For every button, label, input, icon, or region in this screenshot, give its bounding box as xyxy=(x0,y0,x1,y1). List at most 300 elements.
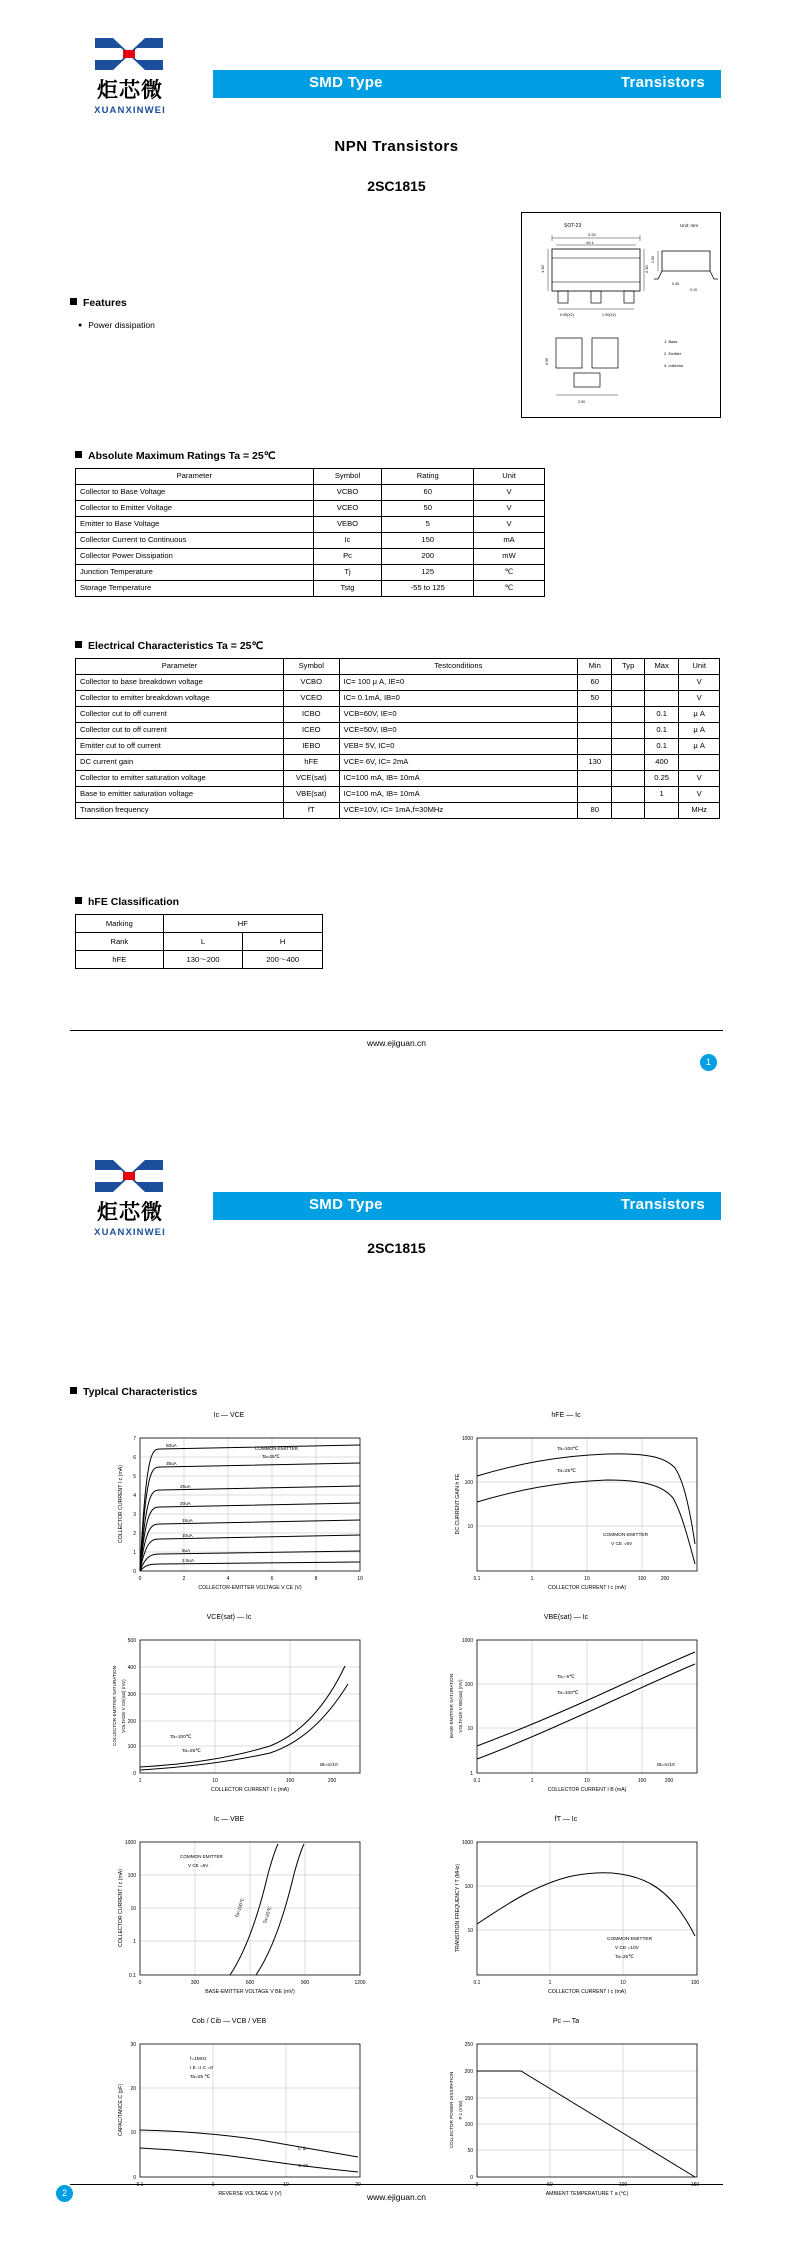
cell-min: 80 xyxy=(577,803,611,819)
cell-parameter: Transition frequency xyxy=(76,803,284,819)
features-section xyxy=(70,297,155,330)
svg-text:150: 150 xyxy=(690,2182,700,2188)
svg-text:Ta=100℃: Ta=100℃ xyxy=(234,1897,246,1919)
svg-text:100: 100 xyxy=(127,1873,136,1879)
hfe-section xyxy=(75,896,323,969)
chart-title: Pc — Ta xyxy=(552,2018,580,2025)
svg-text:3. collector: 3. collector xyxy=(664,363,684,368)
table-row xyxy=(76,951,323,969)
svg-text:100: 100 xyxy=(637,1576,647,1582)
svg-text:C ib: C ib xyxy=(298,2147,307,2152)
cell-conditions: IC= 100 μ A, IE=0 xyxy=(339,675,577,691)
svg-text:100: 100 xyxy=(464,1682,473,1688)
svg-text:COMMON-EMITTER: COMMON-EMITTER xyxy=(255,1446,299,1451)
cell-parameter: Collector cut to off current xyxy=(76,707,284,723)
svg-text:20: 20 xyxy=(130,2086,136,2092)
table-row xyxy=(76,787,720,803)
svg-text:TRANSITION FREQUENCY f T (: TRANSITION FREQUENCY f T (MHz) xyxy=(455,1863,461,1953)
svg-text:200: 200 xyxy=(660,1576,670,1582)
cell-min: 50 xyxy=(577,691,611,707)
svg-text:3: 3 xyxy=(133,1512,136,1518)
cell-unit: V xyxy=(679,771,720,787)
table-row xyxy=(76,533,545,549)
logo-chinese-name: 炬芯微 xyxy=(97,78,163,102)
svg-text:1: 1 xyxy=(211,2182,215,2188)
cell-hfe-h: 200～400 xyxy=(243,951,323,969)
svg-text:300: 300 xyxy=(190,1980,200,1986)
cell-parameter: Collector to emitter breakdown voltage xyxy=(76,691,284,707)
table-row xyxy=(76,485,545,501)
doc-part-number: 2SC1815 xyxy=(367,1240,426,1256)
svg-text:BASE-EMITTER SATURATION: BASE-EMITTER SATURATION xyxy=(449,1673,454,1739)
logo-mark-icon xyxy=(93,36,167,72)
svg-text:6: 6 xyxy=(270,1576,274,1582)
cell-unit xyxy=(679,755,720,771)
cell-unit: V xyxy=(679,787,720,803)
chart-ic-vbe xyxy=(70,1816,388,1996)
svg-text:0.1: 0.1 xyxy=(129,1973,136,1979)
page-2 xyxy=(0,1122,793,2244)
svg-text:2: 2 xyxy=(182,1576,186,1582)
svg-text:2.40: 2.40 xyxy=(644,265,649,273)
svg-text:15uA: 15uA xyxy=(182,1518,193,1523)
cell-unit: μ A xyxy=(679,707,720,723)
svg-text:900: 900 xyxy=(300,1980,310,1986)
chart-title: VBE(sat) — Ic xyxy=(543,1614,589,1621)
svg-text:Ta=-5℃: Ta=-5℃ xyxy=(557,1675,575,1680)
svg-text:BASE-EMITTER VOLTAGE V BE: BASE-EMITTER VOLTAGE V BE (mV) xyxy=(205,1989,295,1995)
cell-unit: MHz xyxy=(679,803,720,819)
table-row xyxy=(76,517,545,533)
cell-conditions: IC=100 mA, IB= 10mA xyxy=(339,771,577,787)
svg-text:0: 0 xyxy=(470,2175,473,2181)
table-row xyxy=(76,581,545,597)
cell-max: 1 xyxy=(644,787,678,803)
svg-text:5uA: 5uA xyxy=(182,1548,191,1553)
svg-text:0.1: 0.1 xyxy=(473,1980,481,1986)
col-rating: Rating xyxy=(382,469,474,485)
svg-text:100: 100 xyxy=(618,2182,628,2188)
svg-text:10: 10 xyxy=(467,1928,473,1934)
svg-text:200: 200 xyxy=(327,1778,337,1784)
cell-parameter: DC current gain xyxy=(76,755,284,771)
svg-text:1000: 1000 xyxy=(124,1840,136,1846)
svg-text:50: 50 xyxy=(467,2148,473,2154)
cell-unit: mW xyxy=(474,549,545,565)
svg-text:6: 6 xyxy=(133,1455,136,1461)
col-parameter: Parameter xyxy=(76,659,284,675)
svg-text:Ta=25℃: Ta=25℃ xyxy=(615,1955,634,1960)
svg-text:10: 10 xyxy=(130,1906,136,1912)
package-drawing xyxy=(521,212,721,418)
cell-parameter: Emitter cut to off current xyxy=(76,739,284,755)
cell-conditions: VEB= 5V, IC=0 xyxy=(339,739,577,755)
cell-max xyxy=(644,803,678,819)
absolute-max-heading: Absolute Maximum Ratings Ta = 25℃ xyxy=(75,450,545,462)
cell-parameter: Collector to Base Voltage xyxy=(76,485,314,501)
svg-text:P c (mW): P c (mW) xyxy=(458,2100,463,2120)
cell-symbol: VCBO xyxy=(283,675,339,691)
cell-min xyxy=(577,723,611,739)
svg-text:100: 100 xyxy=(464,2122,473,2128)
svg-text:V CE =6V: V CE =6V xyxy=(611,1542,633,1547)
svg-text:I E =I C =0: I E =I C =0 xyxy=(190,2066,213,2071)
cell-rating: 125 xyxy=(382,565,474,581)
cell-unit: V xyxy=(679,691,720,707)
absolute-max-section xyxy=(75,450,545,597)
header-banner xyxy=(213,70,721,98)
svg-text:DC CURRENT GAIN h FE: DC CURRENT GAIN h FE xyxy=(455,1473,461,1535)
cell-unit: ℃ xyxy=(474,581,545,597)
cell-hf-group: HF xyxy=(163,915,322,933)
svg-text:0: 0 xyxy=(475,2182,479,2188)
cell-conditions: VCB=60V, IE=0 xyxy=(339,707,577,723)
hfe-heading: hFE Classification xyxy=(75,896,323,908)
svg-text:COLLECTOR CURRENT I c (mA): COLLECTOR CURRENT I c (mA) xyxy=(548,1585,626,1591)
svg-text:IB=Ic/10: IB=Ic/10 xyxy=(320,1763,338,1768)
svg-text:1: 1 xyxy=(548,1980,552,1986)
col-unit: Unit xyxy=(679,659,720,675)
chart-vbesat-ic xyxy=(407,1614,725,1794)
svg-text:30: 30 xyxy=(130,2042,136,2048)
typical-characteristics-heading: TypIcal Characteristics xyxy=(70,1386,197,1398)
cell-typ xyxy=(612,739,644,755)
chart-row-1 xyxy=(70,1412,725,1592)
svg-text:Ta=25℃: Ta=25℃ xyxy=(262,1905,273,1925)
svg-text:2.00: 2.00 xyxy=(578,400,585,404)
svg-text:100: 100 xyxy=(285,1778,295,1784)
svg-text:1000: 1000 xyxy=(461,1840,473,1846)
table-row xyxy=(76,739,720,755)
cell-symbol: hFE xyxy=(283,755,339,771)
cell-conditions: VCE=10V, IC= 1mA,f=30MHz xyxy=(339,803,577,819)
svg-text:1200: 1200 xyxy=(354,1980,366,1986)
cell-max: 0.1 xyxy=(644,723,678,739)
chart-title: Cob / Cib — VCB / VEB xyxy=(191,2018,267,2025)
cell-conditions: VCE= 6V, IC= 2mA xyxy=(339,755,577,771)
cell-typ xyxy=(612,707,644,723)
svg-text:CAPACITANCE C (pF): CAPACITANCE C (pF) xyxy=(118,2083,124,2137)
cell-conditions: IC=100 mA, IB= 10mA xyxy=(339,787,577,803)
chart-ic-vce xyxy=(70,1412,388,1592)
svg-text:20: 20 xyxy=(355,2182,361,2188)
svg-text:±0.1: ±0.1 xyxy=(586,240,594,245)
svg-text:150: 150 xyxy=(464,2096,473,2102)
col-symbol: Symbol xyxy=(313,469,382,485)
svg-text:1000: 1000 xyxy=(461,1436,473,1442)
svg-text:Ta=100℃: Ta=100℃ xyxy=(557,1447,579,1452)
table-header-row xyxy=(76,469,545,485)
svg-text:0.1: 0.1 xyxy=(136,2182,144,2188)
cell-symbol: Pc xyxy=(313,549,382,565)
cell-symbol: Tstg xyxy=(313,581,382,597)
table-header-row xyxy=(76,659,720,675)
cell-max xyxy=(644,691,678,707)
electrical-table xyxy=(75,658,720,819)
svg-text:COMMON EMITTER: COMMON EMITTER xyxy=(180,1854,223,1859)
svg-text:VOLTAGE V CE(sat) (mV): VOLTAGE V CE(sat) (mV) xyxy=(121,1679,126,1733)
svg-text:10: 10 xyxy=(467,1726,473,1732)
svg-text:1: 1 xyxy=(470,1771,473,1777)
cell-symbol: VCBO xyxy=(313,485,382,501)
cell-typ xyxy=(612,803,644,819)
svg-text:4: 4 xyxy=(133,1493,136,1499)
svg-text:1: 1 xyxy=(133,1550,136,1556)
cell-symbol: Tj xyxy=(313,565,382,581)
table-row xyxy=(76,723,720,739)
svg-text:200: 200 xyxy=(464,2069,473,2075)
svg-text:0.45: 0.45 xyxy=(672,282,679,286)
table-row xyxy=(76,755,720,771)
svg-text:COLLECTOR-EMITTER VOLTAGE V C: COLLECTOR-EMITTER VOLTAGE V CE (V) xyxy=(198,1585,302,1591)
svg-text:COLLECTOR CURRENT I c (mA): COLLECTOR CURRENT I c (mA) xyxy=(548,1989,626,1995)
svg-text:4: 4 xyxy=(226,1576,230,1582)
svg-text:VOLTAGE V BE(sat) (mV): VOLTAGE V BE(sat) (mV) xyxy=(458,1679,463,1733)
svg-text:100: 100 xyxy=(690,1980,700,1986)
chart-row-2 xyxy=(70,1614,725,1794)
svg-text:Ta=100℃: Ta=100℃ xyxy=(557,1691,579,1696)
chart-capacitance-voltage xyxy=(70,2018,388,2198)
cell-parameter: Collector cut to off current xyxy=(76,723,284,739)
svg-text:COLLECTOR CURRENT I c (mA): COLLECTOR CURRENT I c (mA) xyxy=(118,1465,124,1543)
table-row xyxy=(76,675,720,691)
cell-typ xyxy=(612,787,644,803)
cell-typ xyxy=(612,691,644,707)
hfe-table xyxy=(75,914,323,969)
svg-text:10: 10 xyxy=(584,1576,590,1582)
cell-min xyxy=(577,707,611,723)
cell-unit: ℃ xyxy=(474,565,545,581)
col-parameter: Parameter xyxy=(76,469,314,485)
cell-parameter: Collector to Emitter Voltage xyxy=(76,501,314,517)
svg-text:100: 100 xyxy=(127,1744,136,1750)
svg-text:20uA: 20uA xyxy=(180,1501,191,1506)
svg-text:SOT-23: SOT-23 xyxy=(564,223,582,229)
chart-title: fT — Ic xyxy=(554,1816,578,1823)
footer-divider xyxy=(70,2184,723,2185)
chart-row-3 xyxy=(70,1816,725,1996)
cell-max: 0.1 xyxy=(644,707,678,723)
cell-min: 60 xyxy=(577,675,611,691)
svg-text:10: 10 xyxy=(620,1980,626,1986)
logo-english-name: XUANXINWEI xyxy=(94,1227,166,1238)
svg-text:10: 10 xyxy=(130,2130,136,2136)
svg-text:1: 1 xyxy=(530,1576,534,1582)
chart-hfe-ic xyxy=(407,1412,725,1592)
cell-unit: V xyxy=(679,675,720,691)
svg-text:0: 0 xyxy=(133,1569,136,1575)
header-type-label: SMD Type xyxy=(309,74,383,91)
cell-symbol: ICEO xyxy=(283,723,339,739)
company-logo xyxy=(70,36,190,116)
svg-text:COLLECTOR CURRENT I c (mA): COLLECTOR CURRENT I c (mA) xyxy=(118,1869,124,1947)
cell-rating: 150 xyxy=(382,533,474,549)
table-row xyxy=(76,549,545,565)
svg-text:10: 10 xyxy=(357,1576,363,1582)
cell-rank-l: L xyxy=(163,933,243,951)
logo-english-name: XUANXINWEI xyxy=(94,105,166,116)
svg-text:600: 600 xyxy=(245,1980,255,1986)
svg-text:1.90(X2): 1.90(X2) xyxy=(602,313,616,317)
chart-ft-ic xyxy=(407,1816,725,1996)
footer-url[interactable]: www.ejiguan.cn xyxy=(366,1038,427,1048)
svg-text:200: 200 xyxy=(127,1719,136,1725)
svg-text:0: 0 xyxy=(133,1771,136,1777)
svg-text:500: 500 xyxy=(127,1638,136,1644)
svg-text:COMMON-EMITTER: COMMON-EMITTER xyxy=(607,1937,653,1942)
electrical-section xyxy=(75,640,720,819)
page-header xyxy=(0,0,793,120)
cell-parameter: Collector Power Dissipation xyxy=(76,549,314,565)
svg-text:Ta=25℃: Ta=25℃ xyxy=(182,1749,201,1754)
cell-conditions: IC= 0.1mA, IB=0 xyxy=(339,691,577,707)
svg-text:C ob: C ob xyxy=(298,2164,309,2169)
svg-text:0: 0 xyxy=(138,1576,142,1582)
chart-title: Ic — VBE xyxy=(213,1816,245,1823)
feature-item: ● Power dissipation xyxy=(78,320,155,330)
page-header xyxy=(0,1122,793,1242)
svg-text:25uA: 25uA xyxy=(180,1484,191,1489)
cell-symbol: VEBO xyxy=(313,517,382,533)
header-banner xyxy=(213,1192,721,1220)
cell-symbol: ICBO xyxy=(283,707,339,723)
col-min: Min xyxy=(577,659,611,675)
cell-max: 0.1 xyxy=(644,739,678,755)
cell-rating: 60 xyxy=(382,485,474,501)
table-row xyxy=(76,771,720,787)
page-number-badge: 2 xyxy=(56,2185,73,2202)
footer-url[interactable]: www.ejiguan.cn xyxy=(366,2192,427,2202)
cell-symbol: Ic xyxy=(313,533,382,549)
svg-text:0.55: 0.55 xyxy=(545,358,549,365)
chart-title: VCE(sat) — Ic xyxy=(206,1614,252,1621)
svg-text:200: 200 xyxy=(664,1778,674,1784)
cell-max: 0.25 xyxy=(644,771,678,787)
cell-rating: 200 xyxy=(382,549,474,565)
company-logo xyxy=(70,1158,190,1238)
svg-text:0: 0 xyxy=(133,2175,136,2181)
cell-parameter: Emitter to Base Voltage xyxy=(76,517,314,533)
svg-text:50: 50 xyxy=(547,2182,553,2188)
svg-text:COLLECTOR CURRENT I c (mA): COLLECTOR CURRENT I c (mA) xyxy=(211,1787,289,1793)
doc-part-number: 2SC1815 xyxy=(367,178,426,194)
svg-text:10uA: 10uA xyxy=(182,1533,193,1538)
cell-parameter: Junction Temperature xyxy=(76,565,314,581)
svg-text:V CE =10V: V CE =10V xyxy=(615,1946,639,1951)
cell-rating: 50 xyxy=(382,501,474,517)
chart-title: Ic — VCE xyxy=(213,1412,245,1419)
cell-unit: μ A xyxy=(679,723,720,739)
svg-text:2.5uA: 2.5uA xyxy=(182,1558,195,1563)
svg-text:50uA: 50uA xyxy=(166,1443,177,1448)
cell-symbol: VBE(sat) xyxy=(283,787,339,803)
svg-text:1: 1 xyxy=(138,1778,142,1784)
logo-chinese-name: 炬芯微 xyxy=(97,1200,163,1224)
table-row xyxy=(76,915,323,933)
cell-parameter: Base to emitter saturation voltage xyxy=(76,787,284,803)
electrical-heading: Electrical Characteristics Ta = 25℃ xyxy=(75,640,720,652)
chart-title: hFE — Ic xyxy=(551,1412,581,1419)
svg-text:10: 10 xyxy=(584,1778,590,1784)
cell-symbol: fT xyxy=(283,803,339,819)
cell-parameter: Collector to base breakdown voltage xyxy=(76,675,284,691)
svg-text:300: 300 xyxy=(127,1692,136,1698)
cell-rank-label: Rank xyxy=(76,933,164,951)
svg-text:IB=Ic/10: IB=Ic/10 xyxy=(657,1763,675,1768)
table-row xyxy=(76,933,323,951)
svg-text:0.10: 0.10 xyxy=(690,288,697,292)
footer-divider xyxy=(70,1030,723,1031)
svg-text:1.00: 1.00 xyxy=(651,256,655,263)
cell-typ xyxy=(612,771,644,787)
cell-min: 130 xyxy=(577,755,611,771)
cell-typ xyxy=(612,755,644,771)
cell-min xyxy=(577,787,611,803)
svg-text:1: 1 xyxy=(133,1939,136,1945)
cell-unit: V xyxy=(474,517,545,533)
svg-text:1. Base: 1. Base xyxy=(664,339,678,344)
cell-max: 400 xyxy=(644,755,678,771)
svg-text:0: 0 xyxy=(138,1980,142,1986)
cell-rank-h: H xyxy=(243,933,323,951)
svg-text:V CE =6V: V CE =6V xyxy=(188,1863,209,1868)
chart-vcesat-ic xyxy=(70,1614,388,1794)
cell-parameter: Storage Temperature xyxy=(76,581,314,597)
absolute-max-table xyxy=(75,468,545,597)
cell-parameter: Collector Current to Continuous xyxy=(76,533,314,549)
svg-text:2.92: 2.92 xyxy=(588,232,596,237)
svg-text:10: 10 xyxy=(467,1524,473,1530)
svg-text:Ta=25℃: Ta=25℃ xyxy=(557,1469,576,1474)
table-row xyxy=(76,565,545,581)
svg-text:COLLECTOR POWER DISSIPATION: COLLECTOR POWER DISSIPATION xyxy=(449,2071,454,2149)
svg-text:100: 100 xyxy=(464,1480,473,1486)
svg-text:0.1: 0.1 xyxy=(473,1778,481,1784)
svg-text:8: 8 xyxy=(314,1576,318,1582)
svg-text:COLLECTOR-EMITTER SATURATION: COLLECTOR-EMITTER SATURATION xyxy=(112,1666,117,1746)
svg-text:10: 10 xyxy=(283,2182,289,2188)
cell-unit: V xyxy=(474,501,545,517)
cell-typ xyxy=(612,675,644,691)
svg-text:100: 100 xyxy=(637,1778,647,1784)
svg-text:100: 100 xyxy=(464,1884,473,1890)
svg-text:Ta=25℃: Ta=25℃ xyxy=(262,1454,280,1459)
svg-text:10: 10 xyxy=(212,1778,218,1784)
table-row xyxy=(76,803,720,819)
col-unit: Unit xyxy=(474,469,545,485)
cell-rating: -55 to 125 xyxy=(382,581,474,597)
cell-min xyxy=(577,771,611,787)
svg-text:0.1: 0.1 xyxy=(473,1576,481,1582)
svg-text:400: 400 xyxy=(127,1665,136,1671)
svg-text:f=1MHz: f=1MHz xyxy=(190,2057,207,2062)
cell-min xyxy=(577,739,611,755)
cell-parameter: Collector to emitter saturation voltage xyxy=(76,771,284,787)
cell-symbol: VCE(sat) xyxy=(283,771,339,787)
col-testconditions: Testconditions xyxy=(339,659,577,675)
svg-text:COLLECTOR CURRENT I B (mA): COLLECTOR CURRENT I B (mA) xyxy=(547,1787,627,1793)
header-category-label: Transistors xyxy=(620,1196,705,1213)
cell-conditions: VCE=50V, IB=0 xyxy=(339,723,577,739)
header-type-label: SMD Type xyxy=(309,1196,383,1213)
svg-text:35uA: 35uA xyxy=(166,1461,177,1466)
col-max: Max xyxy=(644,659,678,675)
cell-rating: 5 xyxy=(382,517,474,533)
svg-text:Unit: mm: Unit: mm xyxy=(680,223,698,228)
svg-text:7: 7 xyxy=(133,1436,136,1442)
svg-text:0.95(X2): 0.95(X2) xyxy=(560,313,574,317)
svg-text:1000: 1000 xyxy=(461,1638,473,1644)
